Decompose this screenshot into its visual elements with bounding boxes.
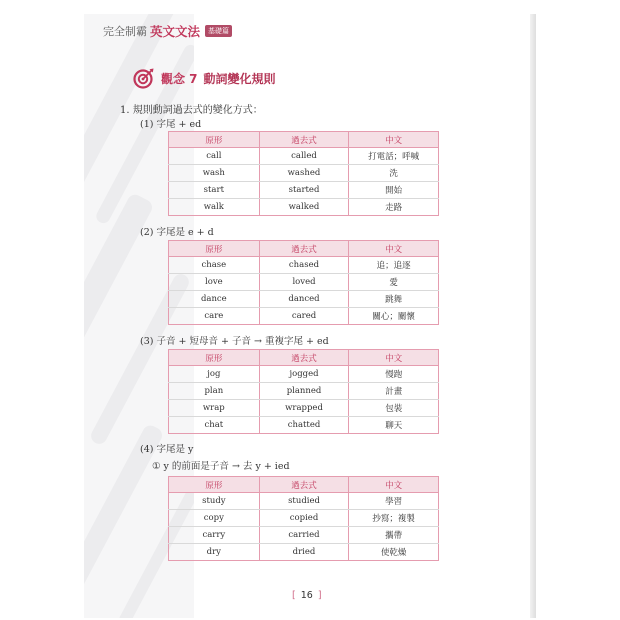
cell-meaning: 追；追逐: [349, 257, 439, 274]
cell-base: dance: [169, 291, 260, 308]
group-title: (1) 字尾 + ed: [140, 119, 202, 130]
table-row: [169, 182, 439, 199]
table-row: [169, 308, 439, 325]
subject-name: 英文文法: [150, 24, 201, 39]
cell-base: study: [169, 493, 260, 510]
cell-base: chat: [169, 417, 260, 434]
cell-meaning: 學習: [349, 493, 439, 510]
col-header-meaning: 中文: [349, 477, 439, 493]
cell-meaning: 抄寫；複製: [349, 510, 439, 527]
cell-meaning: 關心；關懷: [349, 308, 439, 325]
target-icon: [133, 67, 155, 89]
table-header-row: [169, 477, 439, 493]
col-header-base: 原形: [169, 241, 260, 257]
table-row: [169, 257, 439, 274]
cell-meaning: 計畫: [349, 383, 439, 400]
cell-meaning: 使乾燥: [349, 544, 439, 561]
cell-meaning: 包裝: [349, 400, 439, 417]
cell-past: chased: [259, 257, 349, 274]
cell-past: planned: [259, 383, 349, 400]
cell-base: dry: [169, 544, 260, 561]
cell-base: carry: [169, 527, 260, 544]
cell-base: copy: [169, 510, 260, 527]
running-header: [103, 22, 232, 40]
cell-base: wash: [169, 165, 260, 182]
table-header-row: [169, 241, 439, 257]
cell-meaning: 走路: [349, 199, 439, 216]
table-row: [169, 148, 439, 165]
concept-tag: 觀念 7: [161, 71, 198, 86]
cell-past: cared: [259, 308, 349, 325]
cell-past: walked: [259, 199, 349, 216]
cell-past: carried: [259, 527, 349, 544]
table-row: [169, 383, 439, 400]
cell-base: plan: [169, 383, 260, 400]
table-row: [169, 544, 439, 561]
bracket-right-icon: ]: [317, 590, 322, 601]
table-row: [169, 400, 439, 417]
concept-title: 動詞變化規則: [203, 71, 276, 86]
cell-base: wrap: [169, 400, 260, 417]
col-header-base: 原形: [169, 132, 260, 148]
cell-meaning: 愛: [349, 274, 439, 291]
table-row: [169, 274, 439, 291]
cell-base: chase: [169, 257, 260, 274]
col-header-meaning: 中文: [349, 132, 439, 148]
cell-meaning: 跳舞: [349, 291, 439, 308]
cell-base: walk: [169, 199, 260, 216]
cell-meaning: 慢跑: [349, 366, 439, 383]
table-row: [169, 366, 439, 383]
cell-past: dried: [259, 544, 349, 561]
table-header-row: [169, 350, 439, 366]
table-row: [169, 527, 439, 544]
verb-table: [168, 240, 439, 325]
table-row: [169, 493, 439, 510]
group-title: (3) 子音 + 短母音 + 子音 → 重複字尾 + ed: [140, 336, 329, 347]
cell-meaning: 攜帶: [349, 527, 439, 544]
col-header-past: 過去式: [259, 477, 349, 493]
table-header-row: [169, 132, 439, 148]
verb-table: [168, 349, 439, 434]
table-row: [169, 417, 439, 434]
page-footer: [292, 590, 322, 601]
cell-past: jogged: [259, 366, 349, 383]
col-header-past: 過去式: [259, 350, 349, 366]
group-title: (4) 字尾是 y: [140, 444, 194, 455]
cell-base: start: [169, 182, 260, 199]
level-badge: 基礎篇: [205, 25, 232, 37]
col-header-meaning: 中文: [349, 241, 439, 257]
cell-base: call: [169, 148, 260, 165]
cell-past: started: [259, 182, 349, 199]
book-edge: [530, 14, 536, 618]
verb-table: [168, 476, 439, 561]
table-row: [169, 199, 439, 216]
cell-meaning: 開始: [349, 182, 439, 199]
cell-meaning: 打電話；呼喊: [349, 148, 439, 165]
cell-past: chatted: [259, 417, 349, 434]
group-title: (2) 字尾是 e + d: [140, 227, 214, 238]
col-header-base: 原形: [169, 477, 260, 493]
cell-past: danced: [259, 291, 349, 308]
col-header-meaning: 中文: [349, 350, 439, 366]
cell-base: love: [169, 274, 260, 291]
cell-meaning: 洗: [349, 165, 439, 182]
cell-meaning: 聊天: [349, 417, 439, 434]
verb-table: [168, 131, 439, 216]
table-row: [169, 510, 439, 527]
cell-past: studied: [259, 493, 349, 510]
col-header-base: 原形: [169, 350, 260, 366]
group-subtitle: ① y 的前面是子音 → 去 y + ied: [152, 461, 290, 472]
section-title: 1. 規則動詞過去式的變化方式：: [120, 105, 263, 116]
concept-heading: [133, 67, 276, 89]
bracket-left-icon: [: [292, 590, 296, 601]
cell-past: washed: [259, 165, 349, 182]
cell-past: copied: [259, 510, 349, 527]
col-header-past: 過去式: [259, 241, 349, 257]
cell-past: loved: [259, 274, 349, 291]
cell-base: care: [169, 308, 260, 325]
col-header-past: 過去式: [259, 132, 349, 148]
cell-past: wrapped: [259, 400, 349, 417]
cell-base: jog: [169, 366, 260, 383]
series-name: 完全制霸: [103, 25, 147, 38]
cell-past: called: [259, 148, 349, 165]
page-number: 16: [300, 590, 313, 601]
table-row: [169, 165, 439, 182]
table-row: [169, 291, 439, 308]
